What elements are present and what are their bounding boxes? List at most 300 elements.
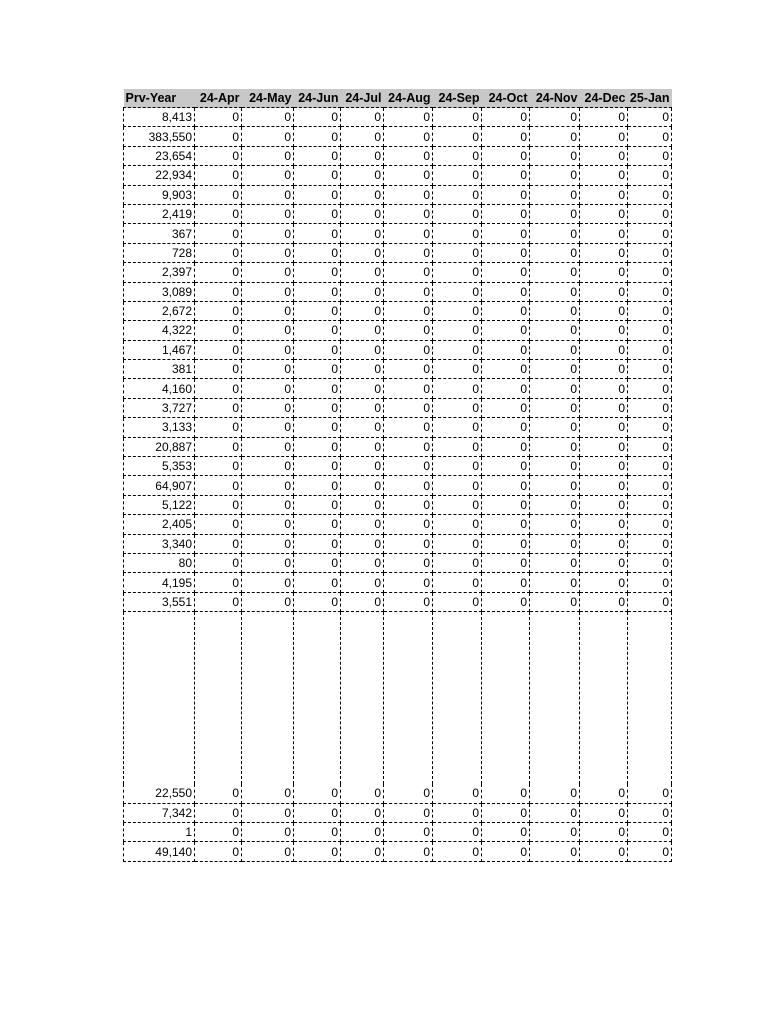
table-row — [124, 108, 672, 127]
month-value-cell: 0 — [628, 146, 672, 165]
month-value-cell: 0 — [294, 553, 341, 572]
month-value-cell: 0 — [628, 515, 672, 534]
empty-cell — [124, 612, 195, 785]
month-value-cell: 0 — [341, 166, 384, 185]
prv-year-cell: 4,160 — [124, 379, 195, 398]
month-value-cell: 0 — [384, 340, 433, 359]
month-value-cell: 0 — [628, 495, 672, 514]
month-value-cell: 0 — [294, 822, 341, 841]
month-value-cell: 0 — [530, 437, 580, 456]
month-value-cell: 0 — [482, 185, 530, 204]
month-value-cell: 0 — [341, 457, 384, 476]
month-value-cell: 0 — [384, 166, 433, 185]
month-value-cell: 0 — [384, 822, 433, 841]
table-row — [124, 515, 672, 534]
month-value-cell: 0 — [384, 398, 433, 417]
month-value-cell: 0 — [482, 495, 530, 514]
month-value-cell: 0 — [195, 360, 242, 379]
month-value-cell: 0 — [580, 398, 628, 417]
month-value-cell: 0 — [530, 495, 580, 514]
month-value-cell: 0 — [384, 592, 433, 611]
month-value-cell: 0 — [530, 803, 580, 822]
month-value-cell: 0 — [384, 553, 433, 572]
prv-year-cell: 22,934 — [124, 166, 195, 185]
month-value-cell: 0 — [294, 418, 341, 437]
prv-year-cell: 5,122 — [124, 495, 195, 514]
month-value-cell: 0 — [628, 842, 672, 861]
month-value-cell: 0 — [294, 282, 341, 301]
month-value-cell: 0 — [530, 166, 580, 185]
month-value-cell: 0 — [628, 282, 672, 301]
month-value-cell: 0 — [294, 437, 341, 456]
table-row — [124, 573, 672, 592]
month-value-cell: 0 — [294, 127, 341, 146]
month-value-cell: 0 — [242, 573, 294, 592]
month-value-cell: 0 — [580, 534, 628, 553]
month-value-cell: 0 — [530, 146, 580, 165]
column-header: 24-Dec — [580, 89, 628, 108]
month-value-cell: 0 — [482, 204, 530, 223]
month-value-cell: 0 — [242, 398, 294, 417]
month-value-cell: 0 — [341, 822, 384, 841]
month-value-cell: 0 — [433, 185, 482, 204]
month-value-cell: 0 — [482, 321, 530, 340]
month-value-cell: 0 — [195, 437, 242, 456]
month-value-cell: 0 — [628, 398, 672, 417]
month-value-cell: 0 — [433, 166, 482, 185]
month-value-cell: 0 — [433, 108, 482, 127]
month-value-cell: 0 — [530, 573, 580, 592]
month-value-cell: 0 — [530, 553, 580, 572]
month-value-cell: 0 — [294, 573, 341, 592]
month-value-cell: 0 — [384, 476, 433, 495]
month-value-cell: 0 — [384, 301, 433, 320]
prv-year-cell: 2,419 — [124, 204, 195, 223]
column-header: 24-Nov — [530, 89, 580, 108]
month-value-cell: 0 — [530, 243, 580, 262]
month-value-cell: 0 — [628, 224, 672, 243]
month-value-cell: 0 — [530, 340, 580, 359]
prv-year-cell: 3,089 — [124, 282, 195, 301]
month-value-cell: 0 — [195, 204, 242, 223]
month-value-cell: 0 — [384, 360, 433, 379]
table-body — [124, 108, 672, 862]
month-value-cell: 0 — [384, 243, 433, 262]
month-value-cell: 0 — [580, 263, 628, 282]
month-value-cell: 0 — [628, 185, 672, 204]
month-value-cell: 0 — [341, 784, 384, 803]
table-row — [124, 476, 672, 495]
month-value-cell: 0 — [433, 822, 482, 841]
month-value-cell: 0 — [628, 457, 672, 476]
column-header: 25-Jan — [628, 89, 672, 108]
month-value-cell: 0 — [530, 360, 580, 379]
month-value-cell: 0 — [242, 340, 294, 359]
month-value-cell: 0 — [433, 379, 482, 398]
month-value-cell: 0 — [341, 553, 384, 572]
month-value-cell: 0 — [433, 282, 482, 301]
month-value-cell: 0 — [195, 553, 242, 572]
month-value-cell: 0 — [384, 515, 433, 534]
prv-year-cell: 383,550 — [124, 127, 195, 146]
month-value-cell: 0 — [294, 379, 341, 398]
month-value-cell: 0 — [195, 573, 242, 592]
month-value-cell: 0 — [294, 146, 341, 165]
month-value-cell: 0 — [433, 573, 482, 592]
month-value-cell: 0 — [530, 842, 580, 861]
month-value-cell: 0 — [628, 418, 672, 437]
month-value-cell: 0 — [482, 515, 530, 534]
month-value-cell: 0 — [580, 127, 628, 146]
month-value-cell: 0 — [482, 166, 530, 185]
month-value-cell: 0 — [242, 457, 294, 476]
empty-cell — [294, 612, 341, 785]
month-value-cell: 0 — [580, 476, 628, 495]
month-value-cell: 0 — [580, 185, 628, 204]
empty-cell — [242, 612, 294, 785]
month-value-cell: 0 — [433, 534, 482, 553]
month-value-cell: 0 — [195, 282, 242, 301]
month-value-cell: 0 — [384, 803, 433, 822]
month-value-cell: 0 — [384, 108, 433, 127]
table-row — [124, 592, 672, 611]
month-value-cell: 0 — [242, 592, 294, 611]
month-value-cell: 0 — [482, 437, 530, 456]
month-value-cell: 0 — [242, 282, 294, 301]
month-value-cell: 0 — [195, 784, 242, 803]
month-value-cell: 0 — [580, 553, 628, 572]
month-value-cell: 0 — [294, 224, 341, 243]
month-value-cell: 0 — [628, 360, 672, 379]
month-value-cell: 0 — [195, 822, 242, 841]
month-value-cell: 0 — [242, 243, 294, 262]
month-value-cell: 0 — [580, 842, 628, 861]
column-header: 24-Jun — [294, 89, 341, 108]
prv-year-cell: 2,405 — [124, 515, 195, 534]
empty-cell — [384, 612, 433, 785]
month-value-cell: 0 — [242, 127, 294, 146]
month-value-cell: 0 — [433, 553, 482, 572]
column-header: 24-Jul — [341, 89, 384, 108]
month-value-cell: 0 — [242, 379, 294, 398]
month-value-cell: 0 — [341, 204, 384, 223]
month-value-cell: 0 — [530, 263, 580, 282]
table-row — [124, 301, 672, 320]
month-value-cell: 0 — [482, 360, 530, 379]
month-value-cell: 0 — [341, 224, 384, 243]
month-value-cell: 0 — [580, 108, 628, 127]
month-value-cell: 0 — [482, 224, 530, 243]
month-value-cell: 0 — [294, 263, 341, 282]
month-value-cell: 0 — [341, 437, 384, 456]
month-value-cell: 0 — [341, 495, 384, 514]
prv-year-cell: 2,672 — [124, 301, 195, 320]
month-value-cell: 0 — [294, 301, 341, 320]
month-value-cell: 0 — [530, 534, 580, 553]
month-value-cell: 0 — [530, 204, 580, 223]
month-value-cell: 0 — [580, 437, 628, 456]
month-value-cell: 0 — [530, 224, 580, 243]
month-value-cell: 0 — [242, 476, 294, 495]
month-value-cell: 0 — [384, 842, 433, 861]
prv-year-cell: 1,467 — [124, 340, 195, 359]
table-row — [124, 321, 672, 340]
prv-year-cell: 9,903 — [124, 185, 195, 204]
month-value-cell: 0 — [433, 243, 482, 262]
prv-year-cell: 64,907 — [124, 476, 195, 495]
prv-year-cell: 2,397 — [124, 263, 195, 282]
month-value-cell: 0 — [433, 263, 482, 282]
month-value-cell: 0 — [195, 127, 242, 146]
month-value-cell: 0 — [384, 437, 433, 456]
month-value-cell: 0 — [433, 476, 482, 495]
month-value-cell: 0 — [433, 360, 482, 379]
table-row — [124, 146, 672, 165]
month-value-cell: 0 — [384, 534, 433, 553]
month-value-cell: 0 — [628, 784, 672, 803]
month-value-cell: 0 — [294, 340, 341, 359]
month-value-cell: 0 — [530, 592, 580, 611]
month-value-cell: 0 — [341, 476, 384, 495]
column-header: 24-Apr — [195, 89, 242, 108]
column-header: 24-May — [242, 89, 294, 108]
column-header: 24-Aug — [384, 89, 433, 108]
month-value-cell: 0 — [628, 166, 672, 185]
month-value-cell: 0 — [195, 379, 242, 398]
month-value-cell: 0 — [482, 534, 530, 553]
month-value-cell: 0 — [294, 398, 341, 417]
month-value-cell: 0 — [242, 842, 294, 861]
month-value-cell: 0 — [341, 127, 384, 146]
month-value-cell: 0 — [195, 495, 242, 514]
empty-cell — [580, 612, 628, 785]
table-row — [124, 185, 672, 204]
prv-year-cell: 8,413 — [124, 108, 195, 127]
month-value-cell: 0 — [195, 592, 242, 611]
month-value-cell: 0 — [384, 784, 433, 803]
month-value-cell: 0 — [580, 166, 628, 185]
month-value-cell: 0 — [628, 822, 672, 841]
month-value-cell: 0 — [433, 146, 482, 165]
month-value-cell: 0 — [195, 515, 242, 534]
month-value-cell: 0 — [195, 842, 242, 861]
prv-year-cell: 20,887 — [124, 437, 195, 456]
month-value-cell: 0 — [482, 127, 530, 146]
month-value-cell: 0 — [384, 573, 433, 592]
month-value-cell: 0 — [433, 321, 482, 340]
month-value-cell: 0 — [294, 185, 341, 204]
table-row — [124, 243, 672, 262]
month-value-cell: 0 — [628, 108, 672, 127]
prv-year-cell: 49,140 — [124, 842, 195, 861]
month-value-cell: 0 — [482, 418, 530, 437]
month-value-cell: 0 — [384, 418, 433, 437]
month-value-cell: 0 — [341, 592, 384, 611]
month-value-cell: 0 — [242, 437, 294, 456]
month-value-cell: 0 — [580, 146, 628, 165]
month-value-cell: 0 — [530, 108, 580, 127]
table-row — [124, 379, 672, 398]
month-value-cell: 0 — [294, 592, 341, 611]
month-value-cell: 0 — [580, 457, 628, 476]
month-value-cell: 0 — [580, 822, 628, 841]
month-value-cell: 0 — [242, 803, 294, 822]
table-row — [124, 437, 672, 456]
month-value-cell: 0 — [195, 418, 242, 437]
month-value-cell: 0 — [628, 340, 672, 359]
month-value-cell: 0 — [482, 301, 530, 320]
month-value-cell: 0 — [341, 534, 384, 553]
month-value-cell: 0 — [580, 243, 628, 262]
month-value-cell: 0 — [530, 282, 580, 301]
month-value-cell: 0 — [195, 185, 242, 204]
prv-year-cell: 1 — [124, 822, 195, 841]
month-value-cell: 0 — [530, 418, 580, 437]
month-value-cell: 0 — [195, 166, 242, 185]
prv-year-cell: 3,340 — [124, 534, 195, 553]
column-header: 24-Sep — [433, 89, 482, 108]
month-value-cell: 0 — [530, 301, 580, 320]
empty-cell — [433, 612, 482, 785]
month-value-cell: 0 — [384, 282, 433, 301]
month-value-cell: 0 — [341, 301, 384, 320]
month-value-cell: 0 — [530, 515, 580, 534]
month-value-cell: 0 — [195, 398, 242, 417]
month-value-cell: 0 — [482, 146, 530, 165]
month-value-cell: 0 — [384, 204, 433, 223]
empty-cell — [341, 612, 384, 785]
month-value-cell: 0 — [341, 321, 384, 340]
month-value-cell: 0 — [195, 224, 242, 243]
month-value-cell: 0 — [580, 360, 628, 379]
month-value-cell: 0 — [195, 301, 242, 320]
month-value-cell: 0 — [242, 360, 294, 379]
column-header: Prv-Year — [124, 89, 195, 108]
month-value-cell: 0 — [294, 166, 341, 185]
month-value-cell: 0 — [628, 379, 672, 398]
month-value-cell: 0 — [482, 476, 530, 495]
month-value-cell: 0 — [195, 146, 242, 165]
table-row — [124, 360, 672, 379]
month-value-cell: 0 — [294, 321, 341, 340]
month-value-cell: 0 — [242, 204, 294, 223]
month-value-cell: 0 — [580, 301, 628, 320]
month-value-cell: 0 — [482, 398, 530, 417]
table-row — [124, 534, 672, 553]
month-value-cell: 0 — [628, 204, 672, 223]
month-value-cell: 0 — [242, 321, 294, 340]
month-value-cell: 0 — [242, 166, 294, 185]
month-value-cell: 0 — [628, 803, 672, 822]
month-value-cell: 0 — [341, 398, 384, 417]
table-row — [124, 495, 672, 514]
month-value-cell: 0 — [384, 457, 433, 476]
month-value-cell: 0 — [195, 803, 242, 822]
month-value-cell: 0 — [341, 360, 384, 379]
month-value-cell: 0 — [433, 437, 482, 456]
month-value-cell: 0 — [530, 457, 580, 476]
month-value-cell: 0 — [242, 534, 294, 553]
table-row — [124, 784, 672, 803]
month-value-cell: 0 — [341, 842, 384, 861]
month-value-cell: 0 — [530, 476, 580, 495]
month-value-cell: 0 — [294, 842, 341, 861]
month-value-cell: 0 — [195, 321, 242, 340]
column-header: 24-Oct — [482, 89, 530, 108]
month-value-cell: 0 — [628, 553, 672, 572]
prv-year-cell: 4,322 — [124, 321, 195, 340]
month-value-cell: 0 — [628, 534, 672, 553]
month-value-cell: 0 — [628, 592, 672, 611]
month-value-cell: 0 — [628, 476, 672, 495]
month-value-cell: 0 — [433, 224, 482, 243]
month-value-cell: 0 — [482, 108, 530, 127]
table-row — [124, 224, 672, 243]
month-value-cell: 0 — [294, 360, 341, 379]
month-value-cell: 0 — [628, 321, 672, 340]
empty-cell — [628, 612, 672, 785]
month-value-cell: 0 — [580, 282, 628, 301]
month-value-cell: 0 — [482, 243, 530, 262]
table-row — [124, 418, 672, 437]
month-value-cell: 0 — [530, 822, 580, 841]
month-value-cell: 0 — [580, 803, 628, 822]
month-value-cell: 0 — [341, 243, 384, 262]
month-value-cell: 0 — [482, 803, 530, 822]
prv-year-cell: 4,195 — [124, 573, 195, 592]
month-value-cell: 0 — [242, 418, 294, 437]
month-value-cell: 0 — [294, 534, 341, 553]
prv-year-cell: 367 — [124, 224, 195, 243]
month-value-cell: 0 — [341, 515, 384, 534]
month-value-cell: 0 — [482, 553, 530, 572]
month-value-cell: 0 — [195, 476, 242, 495]
month-value-cell: 0 — [341, 803, 384, 822]
month-value-cell: 0 — [242, 263, 294, 282]
month-value-cell: 0 — [530, 321, 580, 340]
month-value-cell: 0 — [482, 784, 530, 803]
month-value-cell: 0 — [384, 379, 433, 398]
table-row — [124, 553, 672, 572]
month-value-cell: 0 — [433, 340, 482, 359]
month-value-cell: 0 — [341, 418, 384, 437]
month-value-cell: 0 — [242, 553, 294, 572]
month-value-cell: 0 — [433, 515, 482, 534]
month-value-cell: 0 — [482, 842, 530, 861]
table-row — [124, 166, 672, 185]
month-value-cell: 0 — [384, 263, 433, 282]
month-value-cell: 0 — [433, 127, 482, 146]
month-value-cell: 0 — [482, 379, 530, 398]
month-value-cell: 0 — [242, 822, 294, 841]
month-value-cell: 0 — [341, 263, 384, 282]
month-value-cell: 0 — [341, 146, 384, 165]
month-value-cell: 0 — [482, 340, 530, 359]
month-value-cell: 0 — [384, 224, 433, 243]
month-value-cell: 0 — [580, 321, 628, 340]
month-value-cell: 0 — [242, 224, 294, 243]
prv-year-cell: 5,353 — [124, 457, 195, 476]
prv-year-cell: 381 — [124, 360, 195, 379]
month-value-cell: 0 — [628, 263, 672, 282]
month-value-cell: 0 — [242, 108, 294, 127]
month-value-cell: 0 — [530, 127, 580, 146]
month-value-cell: 0 — [384, 495, 433, 514]
table-row — [124, 803, 672, 822]
month-value-cell: 0 — [294, 204, 341, 223]
month-value-cell: 0 — [242, 784, 294, 803]
month-value-cell: 0 — [433, 803, 482, 822]
